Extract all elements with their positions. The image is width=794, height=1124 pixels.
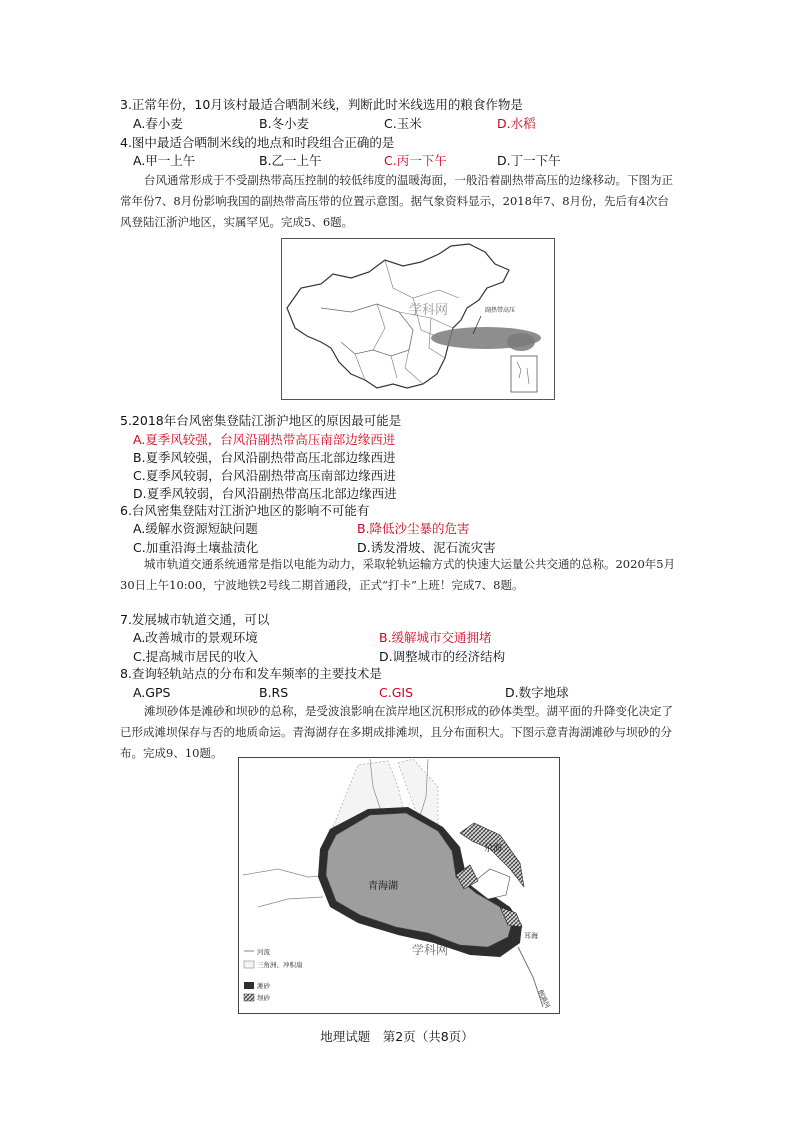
typhoon-passage: 台风通常形成于不受副热带高压控制的较低纬度的温暖海面，一般沿着副热带高压的边缘移动。下图为正常年份7、8月份影响我国的副热带高压带的位置示意图。据气象资料显示，2018年7、8月份，先后有4次台风登陆江浙沪地区，实属罕见。完成5、6题。 xyxy=(120,173,673,229)
q4-option-d: D.丁一下午 xyxy=(497,153,561,168)
river-label: 倒淌河 xyxy=(536,988,552,1010)
legend-beach-sand: 滩砂 xyxy=(257,982,270,990)
q7-option-d: D.调整城市的经济结构 xyxy=(379,649,506,664)
q3-option-c: C.玉米 xyxy=(384,116,422,131)
q8-option-a: A.GPS xyxy=(133,685,171,700)
legend-delta-fan: 三角洲、冲积扇 xyxy=(257,961,303,969)
watermark: 学科网 xyxy=(412,943,449,957)
lake-label: 青海湖 xyxy=(368,881,398,892)
q8-stem: 8.查询轻轨站点的分布和发车频率的主要技术是 xyxy=(120,666,382,681)
q3-option-b: B.冬小麦 xyxy=(259,116,310,131)
q6-option-d: D.诱发滑坡、泥石流灾害 xyxy=(357,540,496,555)
q3-option-d-answer: D.水稻 xyxy=(497,116,536,131)
q7-stem: 7.发展城市轨道交通，可以 xyxy=(120,612,270,627)
q7-option-c: C.提高城市居民的收入 xyxy=(133,649,259,664)
qinghai-lake-map xyxy=(238,757,560,1014)
q7-option-a: A.改善城市的景观环境 xyxy=(133,630,258,645)
beach-bar-passage: 滩坝砂体是滩砂和坝砂的总称，是受波浪影响在滨岸地区沉积形成的砂体类型。湖平面的升降变化决定了已形成滩坝保存与否的地质命运。青海湖存在多期成排滩坝，且分布面积大。下图示意青海湖滩砂与坝砂的分布。完成9、10题。 xyxy=(120,704,673,760)
q4-option-b: B.乙一上午 xyxy=(259,153,322,168)
q5-stem: 5.2018年台风密集登陆江浙沪地区的原因最可能是 xyxy=(120,413,402,428)
q8-option-b: B.RS xyxy=(259,685,289,700)
q5-option-d: D.夏季风较弱，台风沿副热带高压北部边缘西进 xyxy=(133,486,397,501)
legend-bar-sand: 坝砂 xyxy=(257,994,270,1002)
sub-lake-label-2: 耳海 xyxy=(524,932,538,940)
q4-stem: 4.图中最适合晒制米线的地点和时段组合正确的是 xyxy=(120,135,395,150)
q3-stem: 3.正常年份，10月该村最适合晒制米线，判断此时米线选用的粮食作物是 xyxy=(120,97,523,112)
q4-option-a: A.甲一上午 xyxy=(133,153,196,168)
q5-option-c: C.夏季风较弱，台风沿副热带高压南部边缘西进 xyxy=(133,468,396,483)
q6-option-b-answer: B.降低沙尘暴的危害 xyxy=(357,521,470,536)
q6-option-a: A.缓解水资源短缺问题 xyxy=(133,521,258,536)
q3-option-a: A.春小麦 xyxy=(133,116,183,131)
sub-lake-label-1: 尕海 xyxy=(484,844,503,854)
q6-stem: 6.台风密集登陆对江浙沪地区的影响不可能有 xyxy=(120,503,370,518)
china-subtropical-high-map xyxy=(281,238,555,400)
q7-option-b-answer: B.缓解城市交通拥堵 xyxy=(379,630,492,645)
q6-option-c: C.加重沿海土壤盐渍化 xyxy=(133,540,259,555)
south-china-sea-inset xyxy=(511,356,537,392)
q5-option-a-answer: A.夏季风较强，台风沿副热带高压南部边缘西进 xyxy=(133,432,396,447)
legend-river: 河流 xyxy=(257,948,270,956)
page-footer: 地理试题 第2页（共8页） xyxy=(320,1029,474,1044)
rail-transit-passage: 城市轨道交通系统通常是指以电能为动力，采取轮轨运输方式的快速大运量公共交通的总称。2020年5月30日上午10:00，宁波地铁2号线二期首通段，正式“打卡”上班！完成7、8题。 xyxy=(120,557,676,592)
subtropical-high-label: 副热带高压 xyxy=(485,307,516,314)
q8-option-d: D.数字地球 xyxy=(505,685,569,700)
watermark: 学科网 xyxy=(409,303,449,318)
q5-option-b: B.夏季风较强，台风沿副热带高压北部边缘西进 xyxy=(133,450,396,465)
q4-option-c-answer: C.丙一下午 xyxy=(384,153,447,168)
q8-option-c-answer: C.GIS xyxy=(379,685,414,700)
